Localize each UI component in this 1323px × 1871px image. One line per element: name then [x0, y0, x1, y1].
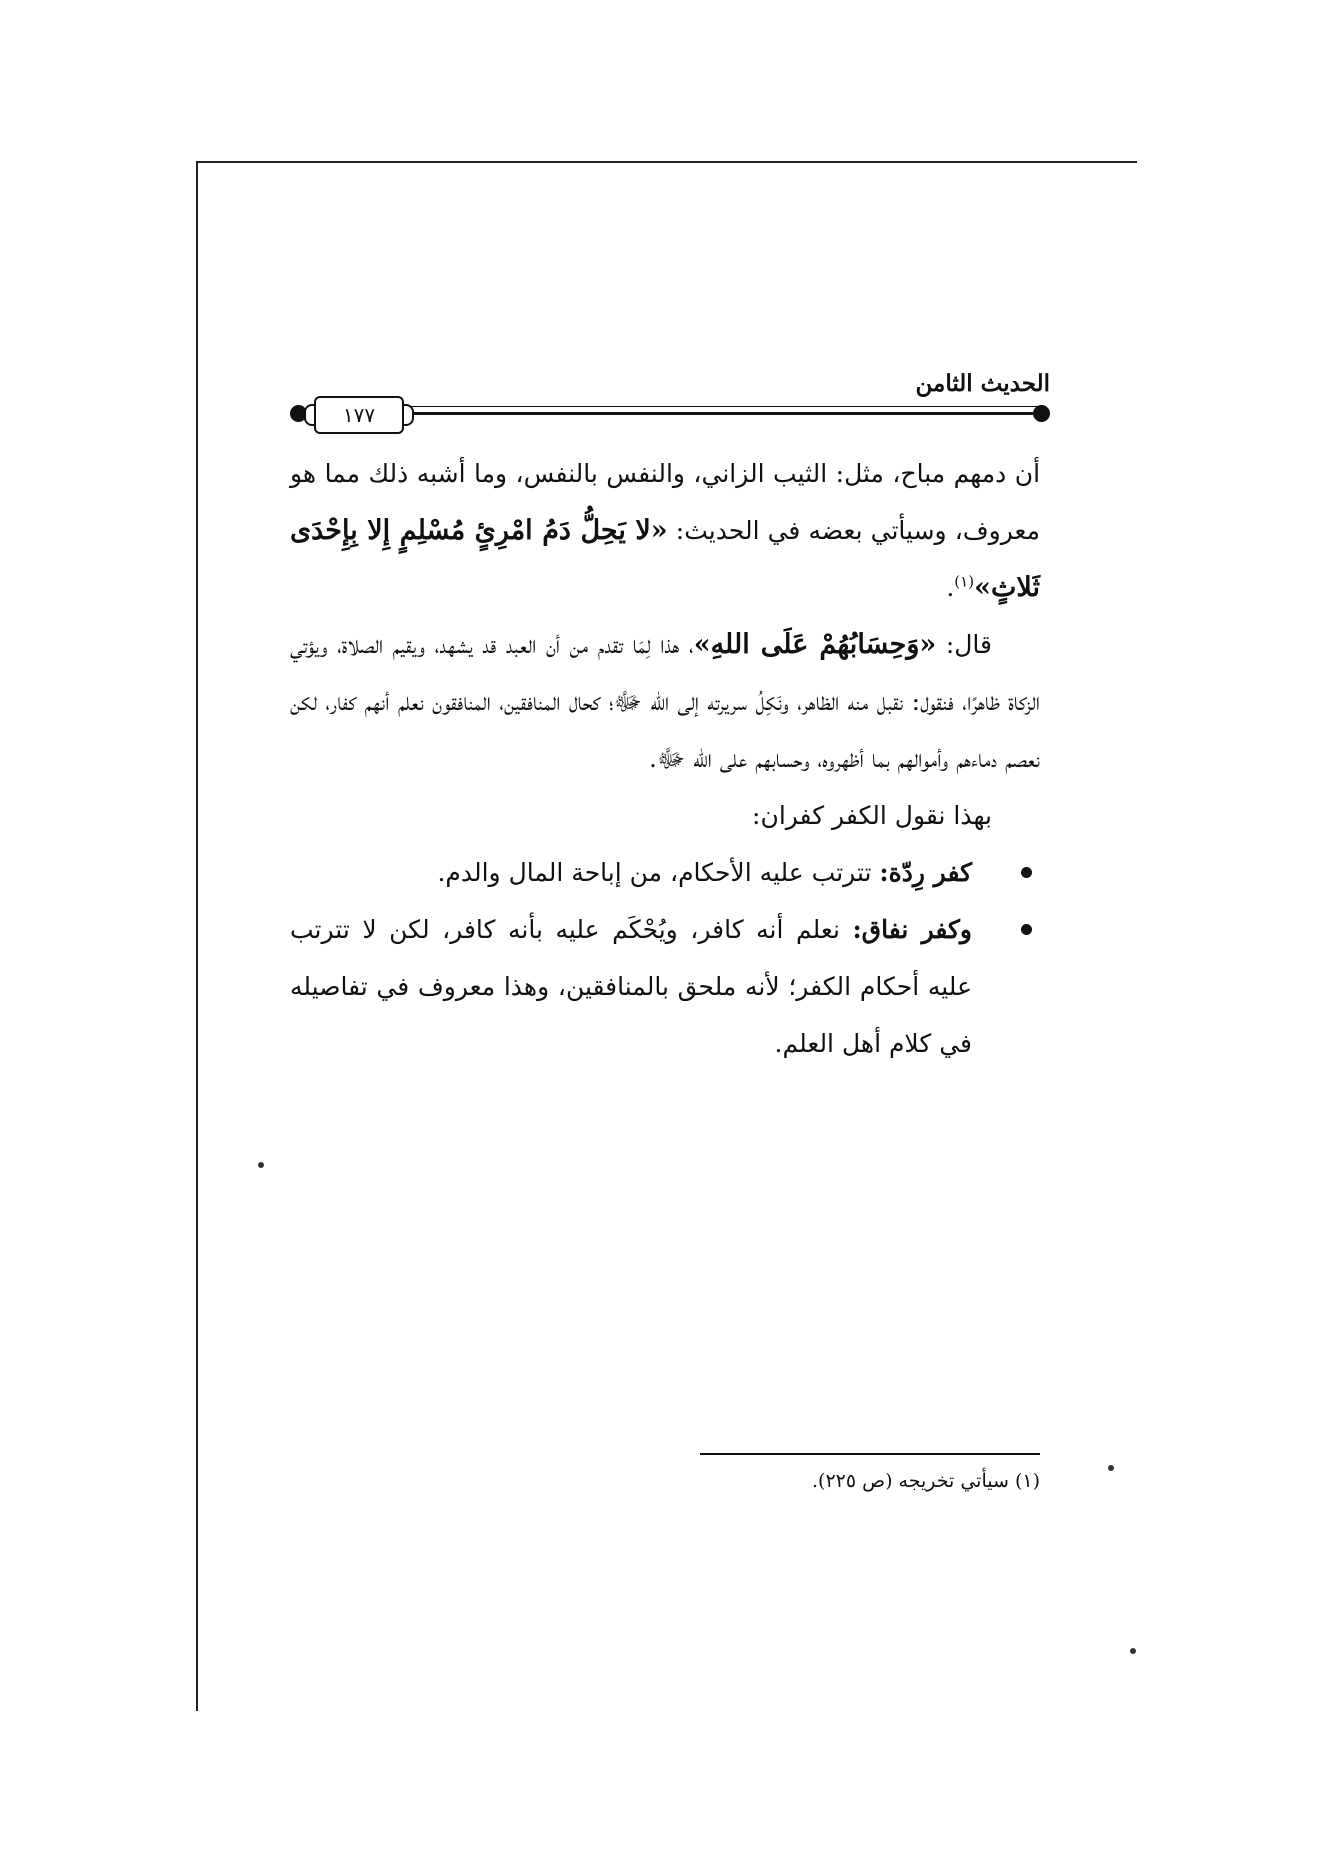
paragraph-text: قال:: [936, 630, 992, 659]
bullet-list: [290, 844, 1040, 1072]
page-frame-top-border: [196, 161, 1137, 163]
paragraph: [290, 445, 1040, 616]
list-item-text: نعلم أنه كافر، ويُحْكَم عليه بأنه كافر، لكن لا تترتب عليه أحكام الكفر؛ لأنه ملحق بالمنافقين، وهذا معروف في تفاصيله في كلام أهل العلم.: [290, 915, 972, 1058]
footnote-separator: [700, 1453, 1040, 1455]
page-number-frame: [314, 396, 404, 434]
paragraph: [290, 616, 1040, 787]
hadith-quote: «لا يَحِلُّ دَمُ امْرِئٍ مُسْلِمٍ إِلا بِإِحْدَى ثَلاثٍ»: [290, 515, 1040, 603]
paragraph-text: أن دمهم مباح، مثل: الثيب الزاني، والنفس بالنفس، وما أشبه ذلك مما: [324, 459, 1041, 488]
header-rule-thick: [408, 412, 1040, 415]
page-header: [290, 370, 1050, 430]
list-item: [290, 901, 1040, 1072]
scan-speck: [258, 1162, 264, 1168]
paragraph-text: ، هذا لِمَا تقدم من أن العبد قد يشهد، ويقيم الصلاة، ويؤتي الزكاة ظاهرًا، فنقول: نقبل منه الظاهر، ونَكِلُ سريرته إلى الله ﷻ؛ كحال المنافقين، المنافقون نعلم أنهم كفار، لكن نعصم دماءهم وأموالهم بما أظهروه، وحسابهم على الله ﷻ.: [290, 630, 1040, 773]
paragraph: بهذا نقول الكفر كفران:: [752, 801, 992, 830]
header-rule-end-ball: [1033, 405, 1050, 422]
header-rule-thin: [408, 406, 1040, 407]
scan-speck: [1130, 1648, 1136, 1654]
footnote: (١) سيأتي تخريجه (ص ٢٢٥).: [811, 1470, 1040, 1492]
page-frame-left-border: [196, 161, 198, 1711]
chapter-title: الحديث الثامن: [915, 370, 1050, 397]
hadith-quote: «وَحِسَابُهُمْ عَلَى اللهِ»: [693, 629, 937, 660]
paragraph-text: هو معروف، وسيأتي بعضه في الحديث:: [290, 459, 1040, 545]
term-label: كفر رِدّة:: [879, 858, 972, 887]
bullet-icon: [1021, 867, 1032, 878]
list-item-text: تترتب عليه الأحكام، من إباحة المال والدم.: [437, 858, 880, 887]
footnote-reference: (١): [954, 572, 975, 591]
scan-speck: [1108, 1465, 1114, 1471]
page-number: ١٧٧: [342, 403, 376, 427]
bullet-icon: [1021, 924, 1032, 935]
term-label: وكفر نفاق:: [852, 915, 973, 944]
list-item: [290, 844, 1040, 901]
punctuation: .: [946, 573, 955, 602]
page-body: [290, 445, 1040, 1072]
